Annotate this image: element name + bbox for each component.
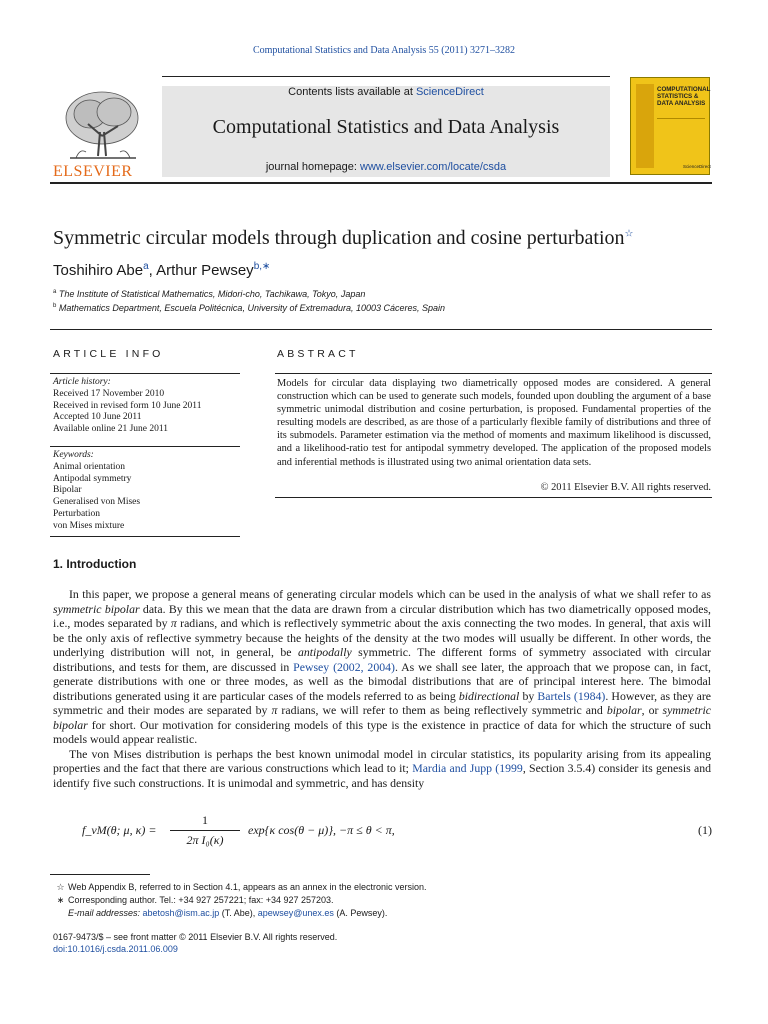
math-pi: π	[271, 703, 278, 717]
affiliation-a-text: The Institute of Statistical Mathematics, Midori-cho, Tachikawa, Tokyo, Japan	[58, 289, 366, 299]
equation-rhs: exp{κ cos(θ − μ)}, −π ≤ θ < π,	[248, 823, 395, 837]
article-title	[53, 227, 633, 250]
text-run-italic: symmetric bipolar	[53, 703, 711, 732]
intro-paragraph-1	[53, 587, 711, 747]
affiliation-b	[53, 303, 445, 313]
affiliation-b-text: Mathematics Department, Escuela Politécnica, University of Extremadura, 10003 Cáceres, Spain	[58, 303, 446, 313]
equation-lhs: f_vM(θ; μ, κ) =	[82, 823, 157, 837]
keyword-item: Animal orientation	[53, 461, 126, 472]
issn-line: 0167-9473/$ – see front matter © 2011 Elsevier B.V. All rights reserved.	[53, 932, 338, 942]
keywords-list	[53, 450, 140, 533]
introduction-body	[53, 587, 711, 790]
text-run: The von Mises distribution is perhaps the best known unimodal model in circular statistics, its popularity arising from its appealing properties and the fact that there are various constructions which lead to it;	[53, 746, 711, 775]
email-note: (T. Abe),	[219, 908, 258, 918]
cover-stripe	[636, 84, 654, 168]
author-pewsey-affiliation-link[interactable]: b,∗	[253, 261, 271, 272]
citation-link-mardia-jupp[interactable]: Mardia and Jupp (1999	[412, 761, 523, 775]
text-run: data. By this we mean that the data are drawn from a circular distribution which has two diametrically opposed modes, i.e., modes separated by	[53, 601, 711, 630]
text-run-italic: bidirectional	[458, 688, 520, 703]
fraction-bar	[170, 830, 240, 831]
equation-denominator: 2π I₀(κ)	[186, 833, 224, 847]
history-item: Accepted 10 June 2011	[53, 412, 142, 423]
equation-number: (1)	[698, 823, 712, 837]
text-run: by	[519, 688, 538, 703]
equation-fraction	[170, 813, 240, 848]
doi-link[interactable]: doi:10.1016/j.csda.2011.06.009	[53, 944, 178, 954]
text-run-italic: antipodally	[297, 645, 352, 659]
abstract-heading: ABSTRACT	[277, 348, 359, 360]
article-info-rule	[50, 373, 240, 374]
affiliation-a-mark: a	[53, 289, 57, 295]
author-pewsey: Arthur Pewsey	[156, 262, 254, 279]
email-link-pewsey[interactable]: apewsey@unex.es	[257, 908, 334, 918]
keyword-item: Perturbation	[53, 508, 100, 519]
author-abe-affiliation-link[interactable]: a	[143, 261, 149, 272]
sciencedirect-link[interactable]: ScienceDirect	[415, 86, 484, 98]
keyword-item: Antipodal symmetry	[53, 473, 132, 484]
journal-citation[interactable]: Computational Statistics and Data Analysis 55 (2011) 3271–3282	[252, 45, 516, 56]
cover-brand: ScienceDirect	[683, 164, 711, 169]
email-link-abe[interactable]: abetosh@ism.ac.jp	[142, 908, 220, 918]
contents-prefix: Contents lists available at	[288, 86, 416, 98]
keywords-label: Keywords:	[53, 450, 94, 460]
footnote-text: Corresponding author. Tel.: +34 927 257221; fax: +34 927 257203.	[68, 895, 334, 905]
history-label: Article history:	[53, 377, 111, 387]
homepage-link[interactable]: www.elsevier.com/locate/csda	[360, 161, 507, 173]
elsevier-wordmark: ELSEVIER	[53, 163, 133, 180]
affiliation-b-mark: b	[53, 303, 57, 309]
abstract-text: Models for circular data displaying two diametrically opposed modes are considered. A general construction which can be used to generate such models, founded upon doubling the argument of a base symmetric unimodal distribution and cosine perturbation, is proposed. Fundamental properties of the resulting models are described, as are those of a particularly flexible family of distributions and three of its submodels. Parameter estimation via the method of moments and maximum likelihood is discussed, and a likelihood-ratio test for antipodal symmetry developed. The application of the proposed models and inferential methods is illustrated using two animal orientation data sets.	[277, 378, 711, 468]
history-item: Received in revised form 10 June 2011	[53, 400, 202, 411]
equation-numerator: 1	[202, 813, 208, 827]
journal-cover-thumbnail[interactable]	[630, 77, 710, 175]
text-run-italic: symmetric bipolar	[53, 601, 140, 616]
equation-1	[82, 813, 712, 847]
text-run: . However, as they are symmetric and their modes are separated by	[53, 688, 711, 717]
section-heading-introduction: 1. Introduction	[53, 557, 137, 571]
affiliation-a	[53, 289, 365, 299]
article-history	[53, 377, 201, 436]
citation-link-bartels[interactable]: Bartels (1984)	[537, 688, 606, 703]
author-separator: ,	[148, 262, 157, 279]
math-pi: π	[170, 616, 177, 630]
contents-line	[162, 86, 610, 98]
keyword-item: von Mises mixture	[53, 520, 125, 531]
text-run: symmetric. The different forms of symmetry associated with circular distributions, and tests for them, are discussed in	[53, 645, 711, 674]
header-bottom-rule	[50, 182, 712, 184]
footnote-corresponding	[53, 895, 334, 906]
email-label: E-mail addresses:	[68, 908, 143, 918]
cover-title: COMPUTATIONAL STATISTICS & DATA ANALYSIS	[657, 86, 711, 107]
article-info-heading: ARTICLE INFO	[53, 348, 164, 360]
text-run: . As we shall see later, the approach that we propose can, in fact, generate distributions with one or three modes, as well as the bimodal distributions that are of principal interest here. The bimodal distributions generated using it are particular cases of the models referred to as being	[53, 659, 711, 703]
author-abe: Toshihiro Abe	[53, 262, 144, 279]
article-title-text: Symmetric circular models through duplication and cosine perturbation	[53, 227, 625, 249]
author-list	[53, 261, 270, 279]
text-run: for short. Our motivation for considering models of this type is the existence in practice of data for which the structure of such models would appear realistic.	[53, 717, 711, 746]
history-item: Available online 21 June 2011	[53, 424, 169, 435]
journal-name: Computational Statistics and Data Analysis	[212, 116, 560, 138]
abstract-copyright: © 2011 Elsevier B.V. All rights reserved.	[540, 482, 711, 493]
title-footnote-mark[interactable]: ☆	[624, 228, 634, 240]
text-run: radians, we will refer to them as being reflectively symmetric and	[277, 703, 607, 717]
abstract-rule	[275, 373, 712, 374]
citation-link-pewsey[interactable]: Pewsey (2002, 2004)	[293, 659, 395, 674]
text-run: In this paper, we propose a general means of generating circular models which can be used in the analysis of what we shall refer to as	[69, 587, 711, 601]
footnote-star	[53, 882, 427, 893]
footnote-text: Web Appendix B, referred to in Section 4.1, appears as an annex in the electronic version.	[68, 882, 427, 892]
cover-lines	[657, 118, 705, 159]
keyword-item: Bipolar	[53, 485, 82, 496]
email-note: (A. Pewsey).	[333, 908, 388, 918]
history-rule	[50, 446, 240, 447]
intro-paragraph-2	[53, 747, 711, 791]
text-run: radians, and which is reflectively symmetric about the axis connecting the two modes. In general, that axis will be the only axis of reflective symmetry because the heights of the density at the two modes will usually be different. In other words, the underlying distribution will not, in general, be	[53, 616, 711, 659]
footnote-emails	[53, 908, 387, 918]
footnote-rule	[50, 874, 150, 875]
history-item: Received 17 November 2010	[53, 388, 165, 399]
text-run-italic: bipolar	[606, 703, 642, 717]
keyword-item: Generalised von Mises	[53, 497, 141, 508]
header-rule	[162, 76, 610, 77]
keywords-rule	[50, 536, 240, 537]
homepage-line	[162, 161, 610, 173]
footnote-mark: ∗	[56, 895, 65, 905]
homepage-prefix: journal homepage:	[265, 161, 361, 173]
text-run: , Section 3.5.4) consider its genesis and identify five such constructions. It is unimodal and symmetric, and has density	[53, 761, 711, 790]
affiliation-rule	[50, 329, 712, 330]
footnote-mark: ☆	[56, 882, 65, 892]
abstract-bottom-rule	[275, 497, 712, 498]
text-run: , or	[641, 703, 663, 717]
